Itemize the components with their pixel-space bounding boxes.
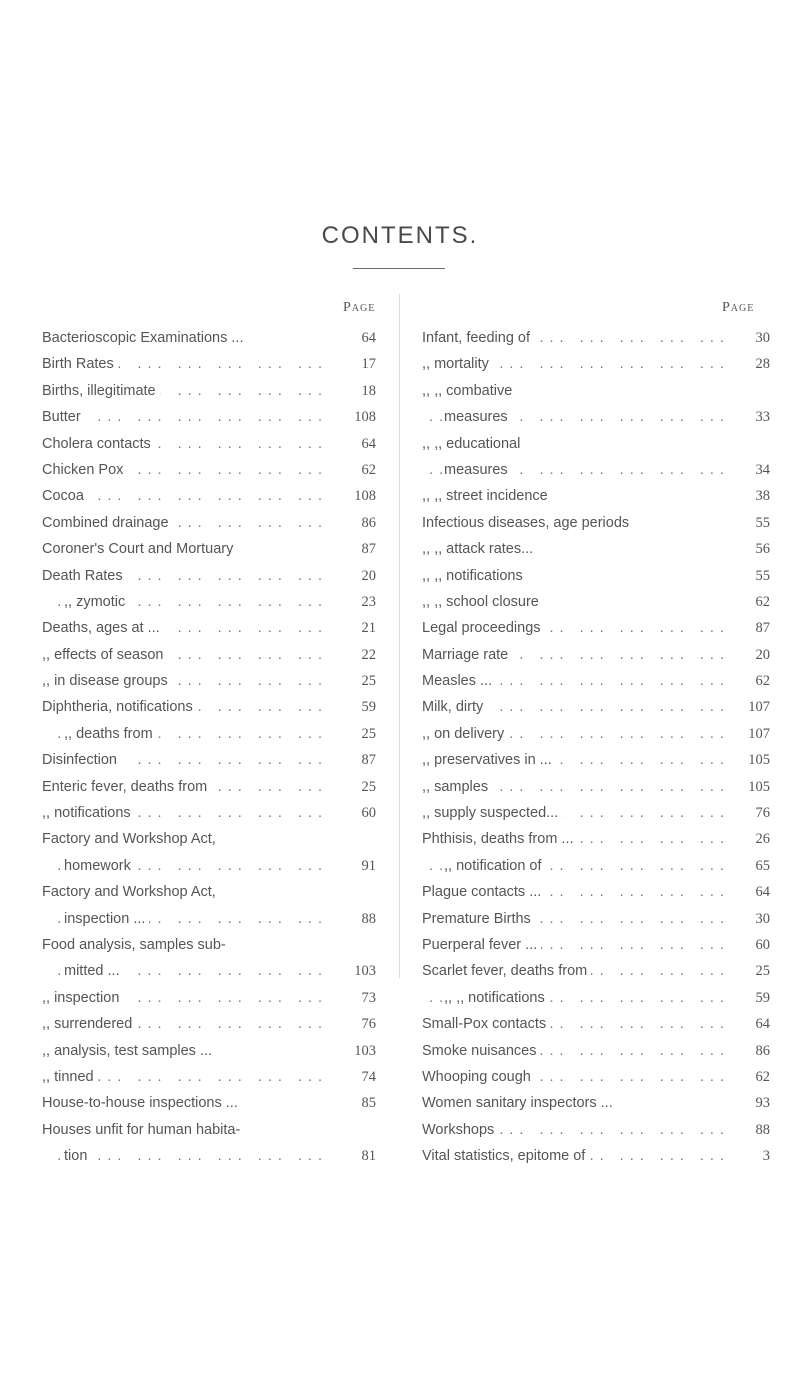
- entry-label: ,, ,, notifications: [422, 568, 527, 584]
- entry-page-number: 88: [361, 910, 376, 927]
- entry-page-number: 87: [361, 752, 376, 769]
- entry-page-number: 85: [361, 1095, 376, 1112]
- entry-label-wrap: [422, 774, 730, 800]
- index-entry: [42, 642, 376, 668]
- entry-label: Deaths, ages at ...: [42, 620, 164, 636]
- entry-page-number: 59: [755, 989, 770, 1006]
- index-entry: [422, 747, 770, 773]
- entry-page-number: 33: [755, 409, 770, 426]
- entry-label: Marriage rate: [422, 647, 512, 663]
- entry-label-wrap: [42, 774, 328, 800]
- entry-label: Houses unfit for human habita-: [42, 1122, 244, 1138]
- entry-label-wrap: [422, 958, 730, 984]
- index-entry: [42, 853, 376, 879]
- entry-label-wrap: [42, 721, 328, 747]
- index-entry: [42, 457, 376, 483]
- entry-label: Cholera contacts: [42, 436, 155, 452]
- entry-label: inspection ...: [64, 911, 149, 927]
- right-page-heading: Page: [722, 300, 755, 315]
- entry-page-number: 38: [755, 488, 770, 505]
- entry-label: Death Rates: [42, 568, 127, 584]
- entry-label-wrap: [422, 668, 730, 694]
- entry-page-number: 64: [755, 884, 770, 901]
- index-entry: [42, 1117, 376, 1143]
- entry-page-number: 74: [361, 1068, 376, 1085]
- entry-label-wrap: [42, 985, 328, 1011]
- entry-label: Enteric fever, deaths from: [42, 779, 211, 795]
- entry-label: ,, ,, notifications: [444, 990, 549, 1006]
- entry-label-wrap: [42, 668, 328, 694]
- entry-label: ,, ,, street incidence: [422, 488, 552, 504]
- entry-label-wrap: [42, 958, 328, 984]
- index-entry: [42, 563, 376, 589]
- entry-label: ,, tinned: [42, 1069, 98, 1085]
- index-entry: [422, 932, 770, 958]
- entry-label-wrap: [42, 800, 328, 826]
- entry-label-wrap: [42, 536, 328, 562]
- index-entry: [42, 1011, 376, 1037]
- index-entry: [422, 853, 770, 879]
- entry-page-number: 105: [748, 778, 770, 795]
- index-entry: [42, 1143, 376, 1169]
- entry-page-number: 93: [755, 1095, 770, 1112]
- entry-page-number: 81: [361, 1148, 376, 1165]
- entry-label-wrap: [422, 510, 730, 536]
- entry-label-wrap: [422, 1143, 730, 1169]
- index-entry: [42, 351, 376, 377]
- entry-label: mitted ...: [64, 963, 124, 979]
- entry-page-number: 26: [755, 831, 770, 848]
- right-index-column: [422, 325, 770, 1170]
- entry-label-wrap: [42, 589, 328, 615]
- entry-label: ,, effects of season: [42, 647, 167, 663]
- entry-label-wrap: [42, 1064, 328, 1090]
- entry-label: Phthisis, deaths from ...: [422, 831, 578, 847]
- index-entry: [42, 721, 376, 747]
- index-entry: [422, 826, 770, 852]
- entry-label-wrap: [42, 378, 328, 404]
- entry-label: Cocoa: [42, 488, 88, 504]
- entry-label-wrap: [422, 1090, 730, 1116]
- index-entry: [422, 1117, 770, 1143]
- title-rule: [353, 268, 445, 269]
- entry-label: ,, notifications: [42, 805, 135, 821]
- index-entry: [42, 958, 376, 984]
- entry-label: House-to-house inspections ...: [42, 1095, 242, 1111]
- entry-label-wrap: [42, 351, 328, 377]
- entry-label: Birth Rates: [42, 356, 118, 372]
- entry-label-wrap: [422, 747, 730, 773]
- entry-label: Births, illegitimate: [42, 383, 160, 399]
- entry-page-number: 56: [755, 541, 770, 558]
- entry-label: ,, in disease groups: [42, 673, 172, 689]
- entry-label: Scarlet fever, deaths from: [422, 963, 591, 979]
- index-entry: [422, 958, 770, 984]
- index-entry: [422, 1038, 770, 1064]
- entry-page-number: 76: [755, 805, 770, 822]
- index-entry: [42, 536, 376, 562]
- entry-label: Bacterioscopic Examinations ...: [42, 330, 247, 346]
- entry-label: Butter: [42, 409, 85, 425]
- entry-label: ,, analysis, test samples ...: [42, 1043, 216, 1059]
- entry-label: Women sanitary inspectors ...: [422, 1095, 617, 1111]
- index-entry: [42, 985, 376, 1011]
- entry-label: ,, inspection: [42, 990, 123, 1006]
- entry-label-wrap: [42, 1038, 328, 1064]
- entry-page-number: 103: [354, 1042, 376, 1059]
- entry-page-number: 88: [755, 1121, 770, 1138]
- index-entry: [422, 510, 770, 536]
- entry-label-wrap: [422, 906, 730, 932]
- index-entry: [422, 1064, 770, 1090]
- index-entry: [42, 747, 376, 773]
- entry-page-number: 55: [755, 567, 770, 584]
- entry-label: Combined drainage: [42, 515, 173, 531]
- entry-page-number: 34: [755, 461, 770, 478]
- entry-label: Legal proceedings: [422, 620, 545, 636]
- index-entry: [422, 879, 770, 905]
- entry-label: Whooping cough: [422, 1069, 535, 1085]
- index-entry: [42, 1038, 376, 1064]
- entry-page-number: 28: [755, 356, 770, 373]
- entry-page-number: 25: [361, 673, 376, 690]
- entry-label-wrap: [422, 826, 730, 852]
- entry-label-wrap: [42, 1090, 328, 1116]
- entry-label: Infant, feeding of: [422, 330, 534, 346]
- entry-page-number: 62: [755, 673, 770, 690]
- index-entry: [422, 378, 770, 404]
- entry-label-wrap: [42, 906, 328, 932]
- entry-page-number: 107: [748, 699, 770, 716]
- entry-label-wrap: [42, 879, 328, 905]
- index-entry: [42, 800, 376, 826]
- entry-label: Factory and Workshop Act,: [42, 831, 220, 847]
- entry-label-wrap: [42, 1011, 328, 1037]
- entry-label-wrap: [422, 985, 730, 1011]
- entry-label: ,, samples: [422, 779, 492, 795]
- entry-label-wrap: [42, 747, 328, 773]
- entry-label-wrap: [42, 1117, 328, 1143]
- entry-page-number: 21: [361, 620, 376, 637]
- entry-page-number: 107: [748, 725, 770, 742]
- page-title: CONTENTS.: [321, 222, 479, 249]
- entry-page-number: 59: [361, 699, 376, 716]
- entry-label: ,, ,, attack rates...: [422, 541, 537, 557]
- entry-page-number: 76: [361, 1016, 376, 1033]
- index-entry: [42, 1090, 376, 1116]
- entry-label-wrap: [42, 431, 328, 457]
- entry-label: ,, ,, school closure: [422, 594, 543, 610]
- index-entry: [42, 932, 376, 958]
- entry-label-wrap: [422, 351, 730, 377]
- entry-page-number: 87: [755, 620, 770, 637]
- entry-page-number: 55: [755, 514, 770, 531]
- entry-label-wrap: [422, 378, 730, 404]
- entry-page-number: 108: [354, 488, 376, 505]
- index-entry: [422, 800, 770, 826]
- entry-page-number: 25: [361, 725, 376, 742]
- entry-label-wrap: [422, 800, 730, 826]
- index-entry: [42, 615, 376, 641]
- index-entry: [422, 457, 770, 483]
- entry-page-number: 62: [361, 461, 376, 478]
- entry-page-number: 23: [361, 593, 376, 610]
- index-entry: [422, 404, 770, 430]
- index-entry: [422, 668, 770, 694]
- entry-label-wrap: [422, 483, 730, 509]
- entry-label-wrap: [422, 1011, 730, 1037]
- index-entry: [42, 378, 376, 404]
- index-entry: [42, 668, 376, 694]
- index-entry: [422, 1011, 770, 1037]
- index-entry: [42, 906, 376, 932]
- entry-label: Coroner's Court and Mortuary: [42, 541, 237, 557]
- entry-label-wrap: [42, 404, 328, 430]
- entry-label-wrap: [422, 536, 730, 562]
- entry-label: ,, deaths from: [64, 726, 157, 742]
- entry-label-wrap: [422, 563, 730, 589]
- entry-page-number: 87: [361, 541, 376, 558]
- entry-label-wrap: [422, 1038, 730, 1064]
- entry-label-wrap: [422, 1064, 730, 1090]
- entry-label-wrap: [42, 563, 328, 589]
- entry-page-number: 60: [361, 805, 376, 822]
- entry-page-number: 30: [755, 910, 770, 927]
- index-entry: [42, 826, 376, 852]
- entry-page-number: 64: [361, 435, 376, 452]
- column-divider: [399, 294, 400, 978]
- entry-page-number: 91: [361, 857, 376, 874]
- entry-page-number: 86: [755, 1042, 770, 1059]
- entry-label-wrap: [422, 457, 730, 483]
- entry-page-number: 65: [755, 857, 770, 874]
- entry-label-wrap: [42, 457, 328, 483]
- entry-page-number: 86: [361, 514, 376, 531]
- entry-page-number: 20: [755, 646, 770, 663]
- entry-label-wrap: [422, 431, 730, 457]
- entry-label: ,, notification of: [444, 858, 546, 874]
- entry-label-wrap: [422, 879, 730, 905]
- index-entry: [422, 431, 770, 457]
- entry-label-wrap: [42, 1143, 328, 1169]
- index-entry: [42, 404, 376, 430]
- entry-label: Milk, dirty: [422, 699, 487, 715]
- index-entry: [422, 536, 770, 562]
- entry-label: ,, mortality: [422, 356, 493, 372]
- entry-label: homework: [64, 858, 135, 874]
- entry-page-number: 25: [361, 778, 376, 795]
- entry-label-wrap: [422, 589, 730, 615]
- entry-label-wrap: [42, 615, 328, 641]
- entry-page-number: 73: [361, 989, 376, 1006]
- index-entry: [422, 615, 770, 641]
- entry-label: Diphtheria, notifications: [42, 699, 197, 715]
- left-page-heading: Page: [343, 300, 376, 315]
- entry-label-wrap: [42, 694, 328, 720]
- entry-page-number: 62: [755, 1068, 770, 1085]
- entry-page-number: 22: [361, 646, 376, 663]
- entry-page-number: 3: [762, 1148, 770, 1165]
- index-entry: [42, 879, 376, 905]
- entry-page-number: 62: [755, 593, 770, 610]
- index-entry: [422, 1143, 770, 1169]
- entry-label: ,, zymotic: [64, 594, 129, 610]
- index-entry: [42, 589, 376, 615]
- index-entry: [422, 589, 770, 615]
- entry-label-wrap: [422, 1117, 730, 1143]
- index-entry: [42, 774, 376, 800]
- index-entry: [422, 721, 770, 747]
- entry-label-wrap: [42, 826, 328, 852]
- entry-label-wrap: [42, 932, 328, 958]
- entry-label: Infectious diseases, age periods: [422, 515, 633, 531]
- entry-page-number: 105: [748, 752, 770, 769]
- entry-page-number: 103: [354, 963, 376, 980]
- entry-label: Measles ...: [422, 673, 496, 689]
- index-entry: [42, 694, 376, 720]
- index-entry: [42, 325, 376, 351]
- index-entry: [42, 510, 376, 536]
- left-index-column: [42, 325, 376, 1170]
- entry-label: Factory and Workshop Act,: [42, 884, 220, 900]
- entry-label: Disinfection: [42, 752, 121, 768]
- index-entry: [422, 351, 770, 377]
- entry-label-wrap: [422, 932, 730, 958]
- entry-label-wrap: [422, 404, 730, 430]
- index-entry: [42, 483, 376, 509]
- entry-label: tion: [64, 1148, 91, 1164]
- entry-label-wrap: [422, 853, 730, 879]
- entry-label: ,, preservatives in ...: [422, 752, 556, 768]
- entry-page-number: 17: [361, 356, 376, 373]
- entry-page-number: 108: [354, 409, 376, 426]
- index-entry: [422, 483, 770, 509]
- entry-label: ,, surrendered: [42, 1016, 136, 1032]
- entry-label-wrap: [422, 721, 730, 747]
- entry-label: Chicken Pox: [42, 462, 127, 478]
- entry-page-number: 25: [755, 963, 770, 980]
- index-entry: [422, 325, 770, 351]
- entry-page-number: 60: [755, 936, 770, 953]
- entry-label: Puerperal fever ...: [422, 937, 541, 953]
- entry-label: measures: [444, 462, 512, 478]
- entry-label: Plague contacts ...: [422, 884, 545, 900]
- index-entry: [422, 906, 770, 932]
- entry-label: Small-Pox contacts: [422, 1016, 550, 1032]
- entry-page-number: 30: [755, 330, 770, 346]
- entry-page-number: 64: [755, 1016, 770, 1033]
- index-entry: [422, 1090, 770, 1116]
- index-entry: [422, 642, 770, 668]
- entry-label-wrap: [42, 510, 328, 536]
- entry-label-wrap: [42, 642, 328, 668]
- index-entry: [42, 1064, 376, 1090]
- entry-label: Premature Births: [422, 911, 535, 927]
- index-entry: [422, 694, 770, 720]
- entry-label: ,, ,, educational: [422, 436, 524, 452]
- entry-label: Food analysis, samples sub-: [42, 937, 230, 953]
- entry-label-wrap: [42, 325, 328, 351]
- entry-label: Vital statistics, epitome of: [422, 1148, 589, 1164]
- entry-label-wrap: [422, 325, 730, 351]
- entry-label: Smoke nuisances: [422, 1043, 540, 1059]
- index-entry: [42, 431, 376, 457]
- index-entry: [422, 774, 770, 800]
- entry-page-number: 64: [361, 330, 376, 346]
- entry-label: Workshops: [422, 1122, 498, 1138]
- entry-label-wrap: [422, 694, 730, 720]
- entry-label: ,, supply suspected...: [422, 805, 562, 821]
- entry-label-wrap: [422, 615, 730, 641]
- index-entry: [422, 563, 770, 589]
- entry-label-wrap: [42, 483, 328, 509]
- entry-page-number: 20: [361, 567, 376, 584]
- entry-label-wrap: [422, 642, 730, 668]
- entry-label: ,, ,, combative: [422, 383, 516, 399]
- entry-page-number: 18: [361, 382, 376, 399]
- entry-label-wrap: [42, 853, 328, 879]
- entry-label: measures: [444, 409, 512, 425]
- index-entry: [422, 985, 770, 1011]
- entry-label: ,, on delivery: [422, 726, 508, 742]
